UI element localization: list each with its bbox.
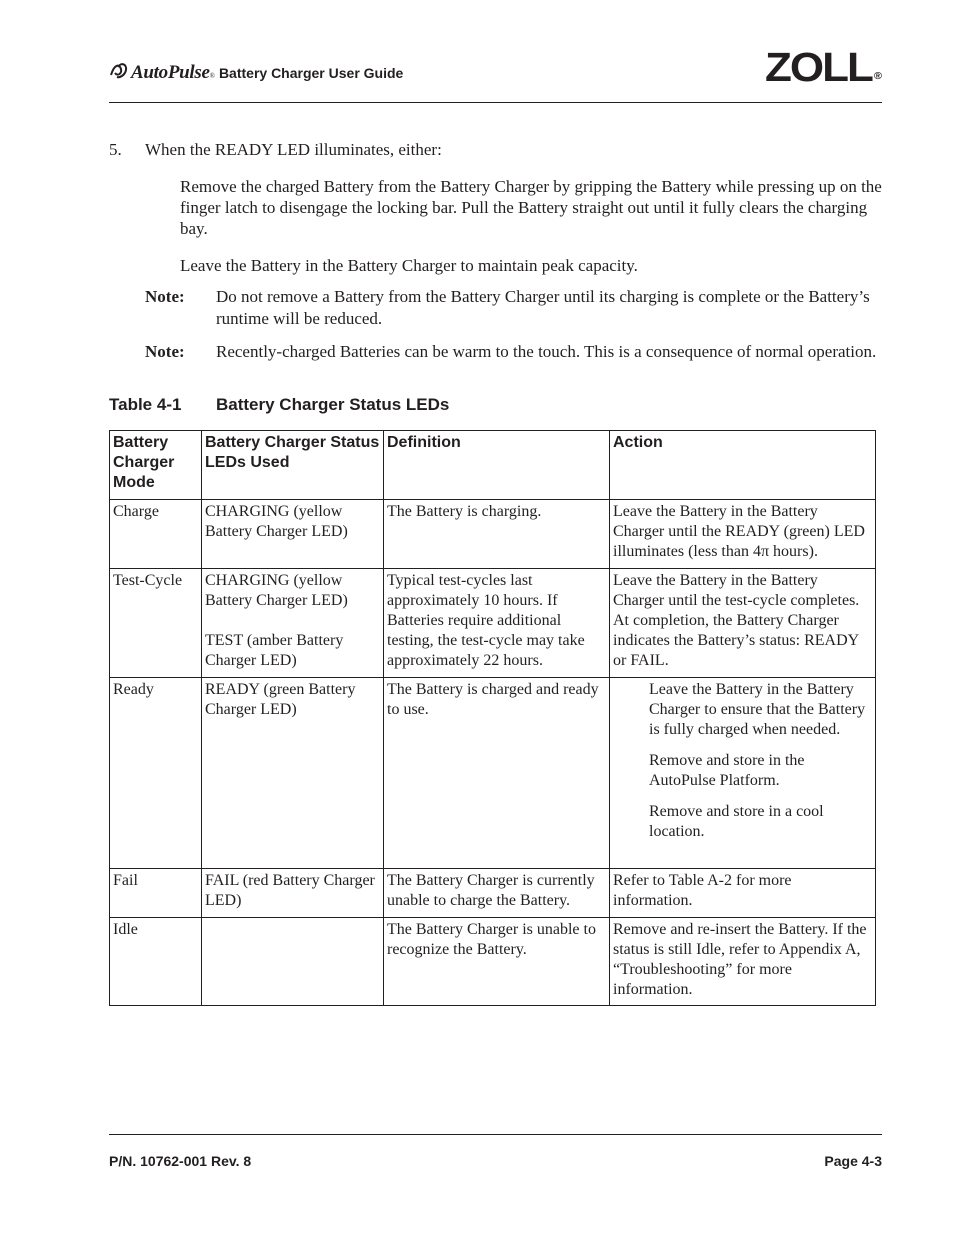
leds-cell [202,569,384,678]
battery-charger-status-table [109,430,876,1006]
guide-title: Battery Charger User Guide [218,65,404,81]
definition-cell: The Battery is charging. [384,500,610,569]
table-number: Table 4-1 [109,395,182,414]
table-row [110,918,876,1006]
led-text: TEST (amber Battery Charger LED) [205,632,344,669]
company-registered-mark: ® [873,70,882,82]
action-list [613,680,872,842]
definition-cell: The Battery is charged and ready to use. [384,678,610,869]
mode-cell: Ready [110,678,202,869]
column-header-definition: Definition [384,431,610,500]
step-number: 5. [109,140,122,159]
page-number: Page 4-3 [824,1153,882,1169]
action-cell [610,918,876,1006]
leds-cell [202,918,384,1006]
action-text: Leave the Battery in the Battery Charger until the test-cycle completes. At completion, the Battery Charger indicates the Battery’s status: READY or FAIL. [613,572,860,669]
column-header-mode: Battery Charger Mode [110,431,202,500]
autopulse-swirl-icon [109,61,129,81]
column-header-action: Action [610,431,876,500]
definition-cell: The Battery Charger is currently unable to charge the Battery. [384,869,610,918]
note-label: Note: [145,342,185,361]
brand-name: AutoPulse [131,62,210,83]
action-cell [610,869,876,918]
note-text: Do not remove a Battery from the Battery Charger until its charging is complete or the Battery’s runtime will be reduced. [216,287,870,328]
action-text: Refer to Table A-2 for more information. [613,872,792,909]
company-name: ZOLL [765,45,872,91]
table-row [110,569,876,678]
table-row [110,869,876,918]
column-header-leds: Battery Charger Status LEDs Used [202,431,384,500]
table-header-row [110,431,876,500]
led-text: CHARGING (yellow Battery Charger LED) [205,572,348,609]
action-cell [610,569,876,678]
table-row [110,678,876,869]
part-number: P/N. 10762-001 Rev. 8 [109,1153,252,1169]
led-text: FAIL (red Battery Charger LED) [205,872,375,909]
mode-cell: Test-Cycle [110,569,202,678]
action-text: Remove and re-insert the Battery. If the status is still Idle, refer to Appendix A, “Troubleshooting” for more information. [613,921,867,998]
leds-cell [202,678,384,869]
list-item: Remove and store in a cool location. [649,803,824,840]
action-cell [610,678,876,869]
definition-cell: The Battery Charger is unable to recognize the Battery. [384,918,610,1006]
leds-cell [202,869,384,918]
led-text: READY (green Battery Charger LED) [205,681,356,718]
header-divider [109,102,882,103]
note-2 [145,341,882,385]
note-text: Recently-charged Batteries can be warm to the touch. This is a consequence of normal operation. [216,342,877,361]
brand-registered-mark: ® [209,72,215,80]
table-caption [109,395,449,415]
note-1 [145,286,882,330]
table-title: Battery Charger Status LEDs [216,395,450,414]
autopulse-logo [109,58,403,84]
option-leave-battery: Leave the Battery in the Battery Charger to maintain peak capacity. [180,256,638,275]
step-text: When the READY LED illuminates, either: [145,140,442,159]
table-row [110,500,876,569]
action-text: Leave the Battery in the Battery Charger until the READY (green) LED illuminates (less than 4π hours). [613,503,865,560]
mode-cell: Charge [110,500,202,569]
footer-divider [109,1134,882,1135]
list-item: Remove and store in the AutoPulse Platform. [649,752,805,789]
note-label: Note: [145,287,185,306]
page-header [109,45,882,103]
led-text: CHARGING (yellow Battery Charger LED) [205,503,348,540]
action-cell [610,500,876,569]
mode-cell: Idle [110,918,202,1006]
definition-cell: Typical test-cycles last approximately 10 hours. If Batteries require additional testing, the test-cycle may take approximately 22 hours. [384,569,610,678]
mode-cell: Fail [110,869,202,918]
list-item: Leave the Battery in the Battery Charger to ensure that the Battery is fully charged when needed. [649,681,866,738]
leds-cell [202,500,384,569]
zoll-logo [765,45,882,91]
option-remove-battery: Remove the charged Battery from the Battery Charger by gripping the Battery while pressing up on the finger latch to disengage the locking bar. Pull the Battery straight out until it fully clears the charging bay. [180,177,882,238]
